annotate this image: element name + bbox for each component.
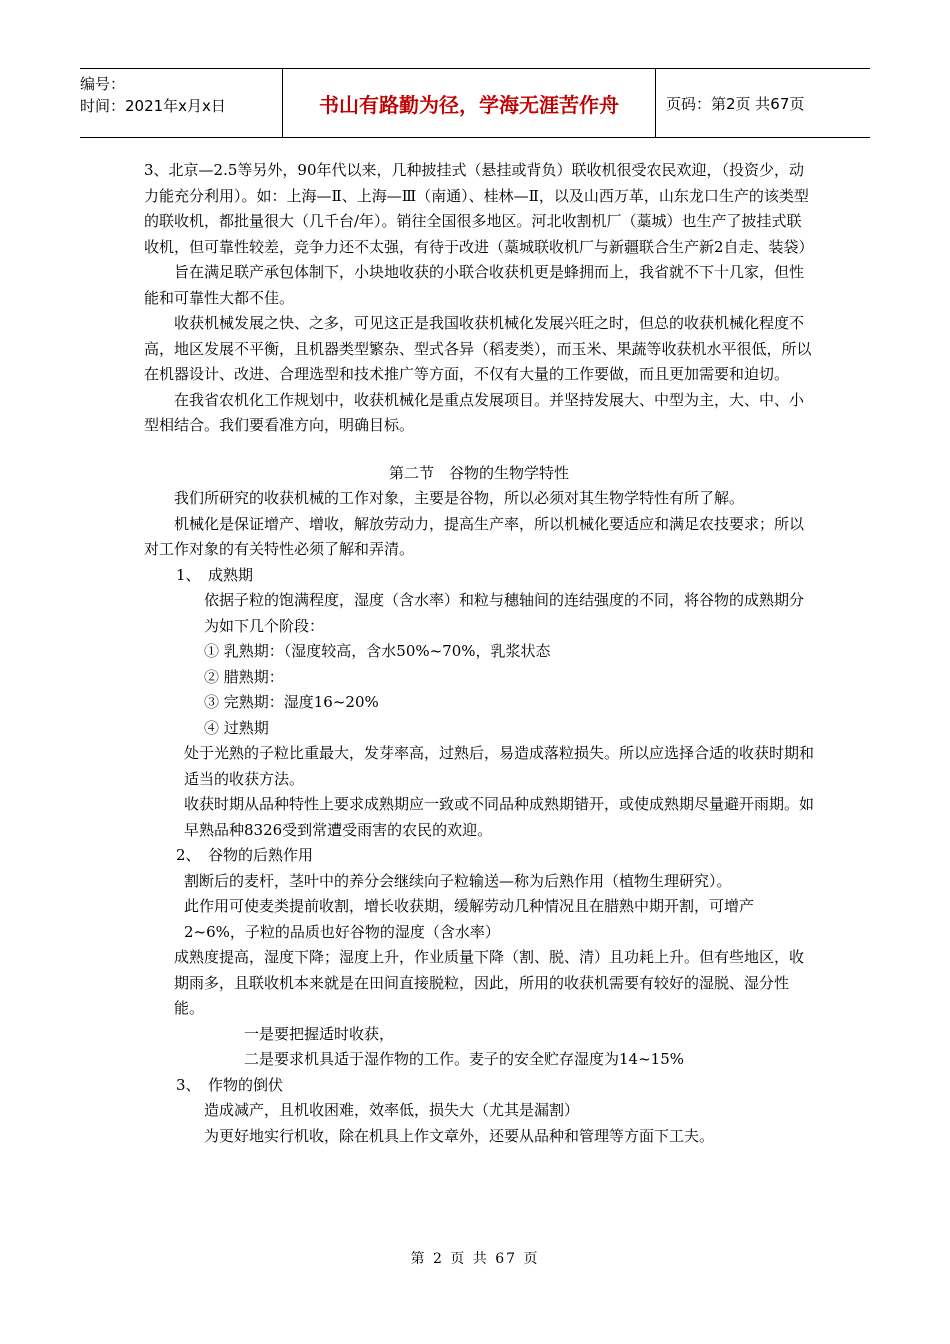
page-header [80,68,870,138]
paragraph: 依据子粒的饱满程度，湿度（含水率）和粒与穗轴间的连结强度的不同，将谷物的成熟期分为如下几个阶段： [204,591,805,635]
paragraph: 处于光熟的子粒比重最大，发芽率高，过熟后，易造成落粒损失。所以应选择合适的收获时期和适当的收获方法。 [184,744,815,788]
paragraph: 机械化是保证增产、增收，解放劳动力，提高生产率，所以机械化要适应和满足农技要求；所以对工作对象的有关特性必须了解和弄清。 [144,514,805,558]
list-item: ② 腊熟期： [204,667,284,686]
paragraph: 造成减产，且机收困难，效率低，损失大（尤其是漏割） [204,1101,580,1119]
paragraph: 收获时期从品种特性上要求成熟期应一致或不同品种成熟期错开，或使成熟期尽量避开雨期。如早熟品种8326受到常遭受雨害的农民的欢迎。 [184,795,815,839]
section-title: 第二节 谷物的生物学特性 [388,463,569,482]
list-heading: 2、 谷物的后熟作用 [176,846,314,864]
document-body [144,158,814,1149]
header-number: 编号： [80,75,126,93]
paragraph: 在我省农机化工作规划中，收获机械化是重点发展项目。并坚持发展大、中型为主，大、中、小型相结合。我们要看准方向，明确目标。 [144,390,805,434]
list-item: ④ 过熟期 [204,718,269,737]
paragraph: 割断后的麦杆，茎叶中的养分会继续向子粒输送—称为后熟作用（植物生理研究）。 [184,871,732,890]
paragraph: 旨在满足联产承包体制下，小块地收获的小联合收获机更是蜂拥而上，我省就不下十几家，但性能和可靠性大都不佳。 [144,263,805,307]
header-page-info: 页码：第2页 共67页 [666,94,805,113]
paragraph: 此作用可使麦类提前收割，增长收获期，缓解劳动几种情况且在腊熟中期开割，可增产2~6%，子粒的品质也好谷物的湿度（含水率） [184,897,755,941]
paragraph: 为更好地实行机收，除在机具上作文章外，还要从品种和管理等方面下工夫。 [204,1126,715,1145]
list-heading: 1、 成熟期 [176,565,254,584]
list-item: ③ 完熟期：湿度16~20% [204,693,379,711]
paragraph: 一是要把握适时收获， [244,1024,395,1043]
paragraph: 收获机械发展之快、之多，可见这正是我国收获机械化发展兴旺之时，但总的收获机械化程度不高，地区发展不平衡，且机器类型繁杂、型式各异（稻麦类），而玉米、果蔬等收获机水平很低，所以在机器设计、改进、合理选型和技术推广等方面，不仅有大量的工作要做，而且更加需要和迫切。 [144,314,812,383]
header-date: 时间：2021年x月x日 [80,97,226,115]
header-meta [80,69,283,137]
paragraph: 成熟度提高，湿度下降；湿度上升，作业质量下降（割、脱、清）且功耗上升。但有些地区，收期雨多，且联收机本来就是在田间直接脱粒，因此，所用的收获机需要有较好的湿脱、湿分性能。 [174,948,805,1017]
paragraph: 二是要求机具适于湿作物的工作。麦子的安全贮存湿度为14~15% [244,1050,684,1068]
header-motto: 书山有路勤为径，学海无涯苦作舟 [283,69,656,137]
page-footer: 第 2 页 共 67 页 [410,1251,540,1267]
list-heading: 3、 作物的倒伏 [176,1075,284,1094]
list-item: ① 乳熟期：（湿度较高，含水50%~70%，乳浆状态 [204,642,551,660]
paragraph: 我们所研究的收获机械的工作对象，主要是谷物，所以必须对其生物学特性有所了解。 [174,489,745,507]
paragraph: 3、北京—2.5等另外，90年代以来，几种披挂式（悬挂或背负）联收机很受农民欢迎，（投资少，动力能充分利用）。如：上海—Ⅱ、上海—Ⅲ（南通）、桂林—Ⅱ，以及山西万革，山东龙口生产的该类型的联收机，都批量很大（几千台/年）。销往全国很多地区。河北收割机厂（藁城）也生产了披挂式联收机，但可靠性较差，竞争力还不太强，有待于改进（藁城联收机厂与新疆联合生产新2自走、装袋） [144,161,814,256]
